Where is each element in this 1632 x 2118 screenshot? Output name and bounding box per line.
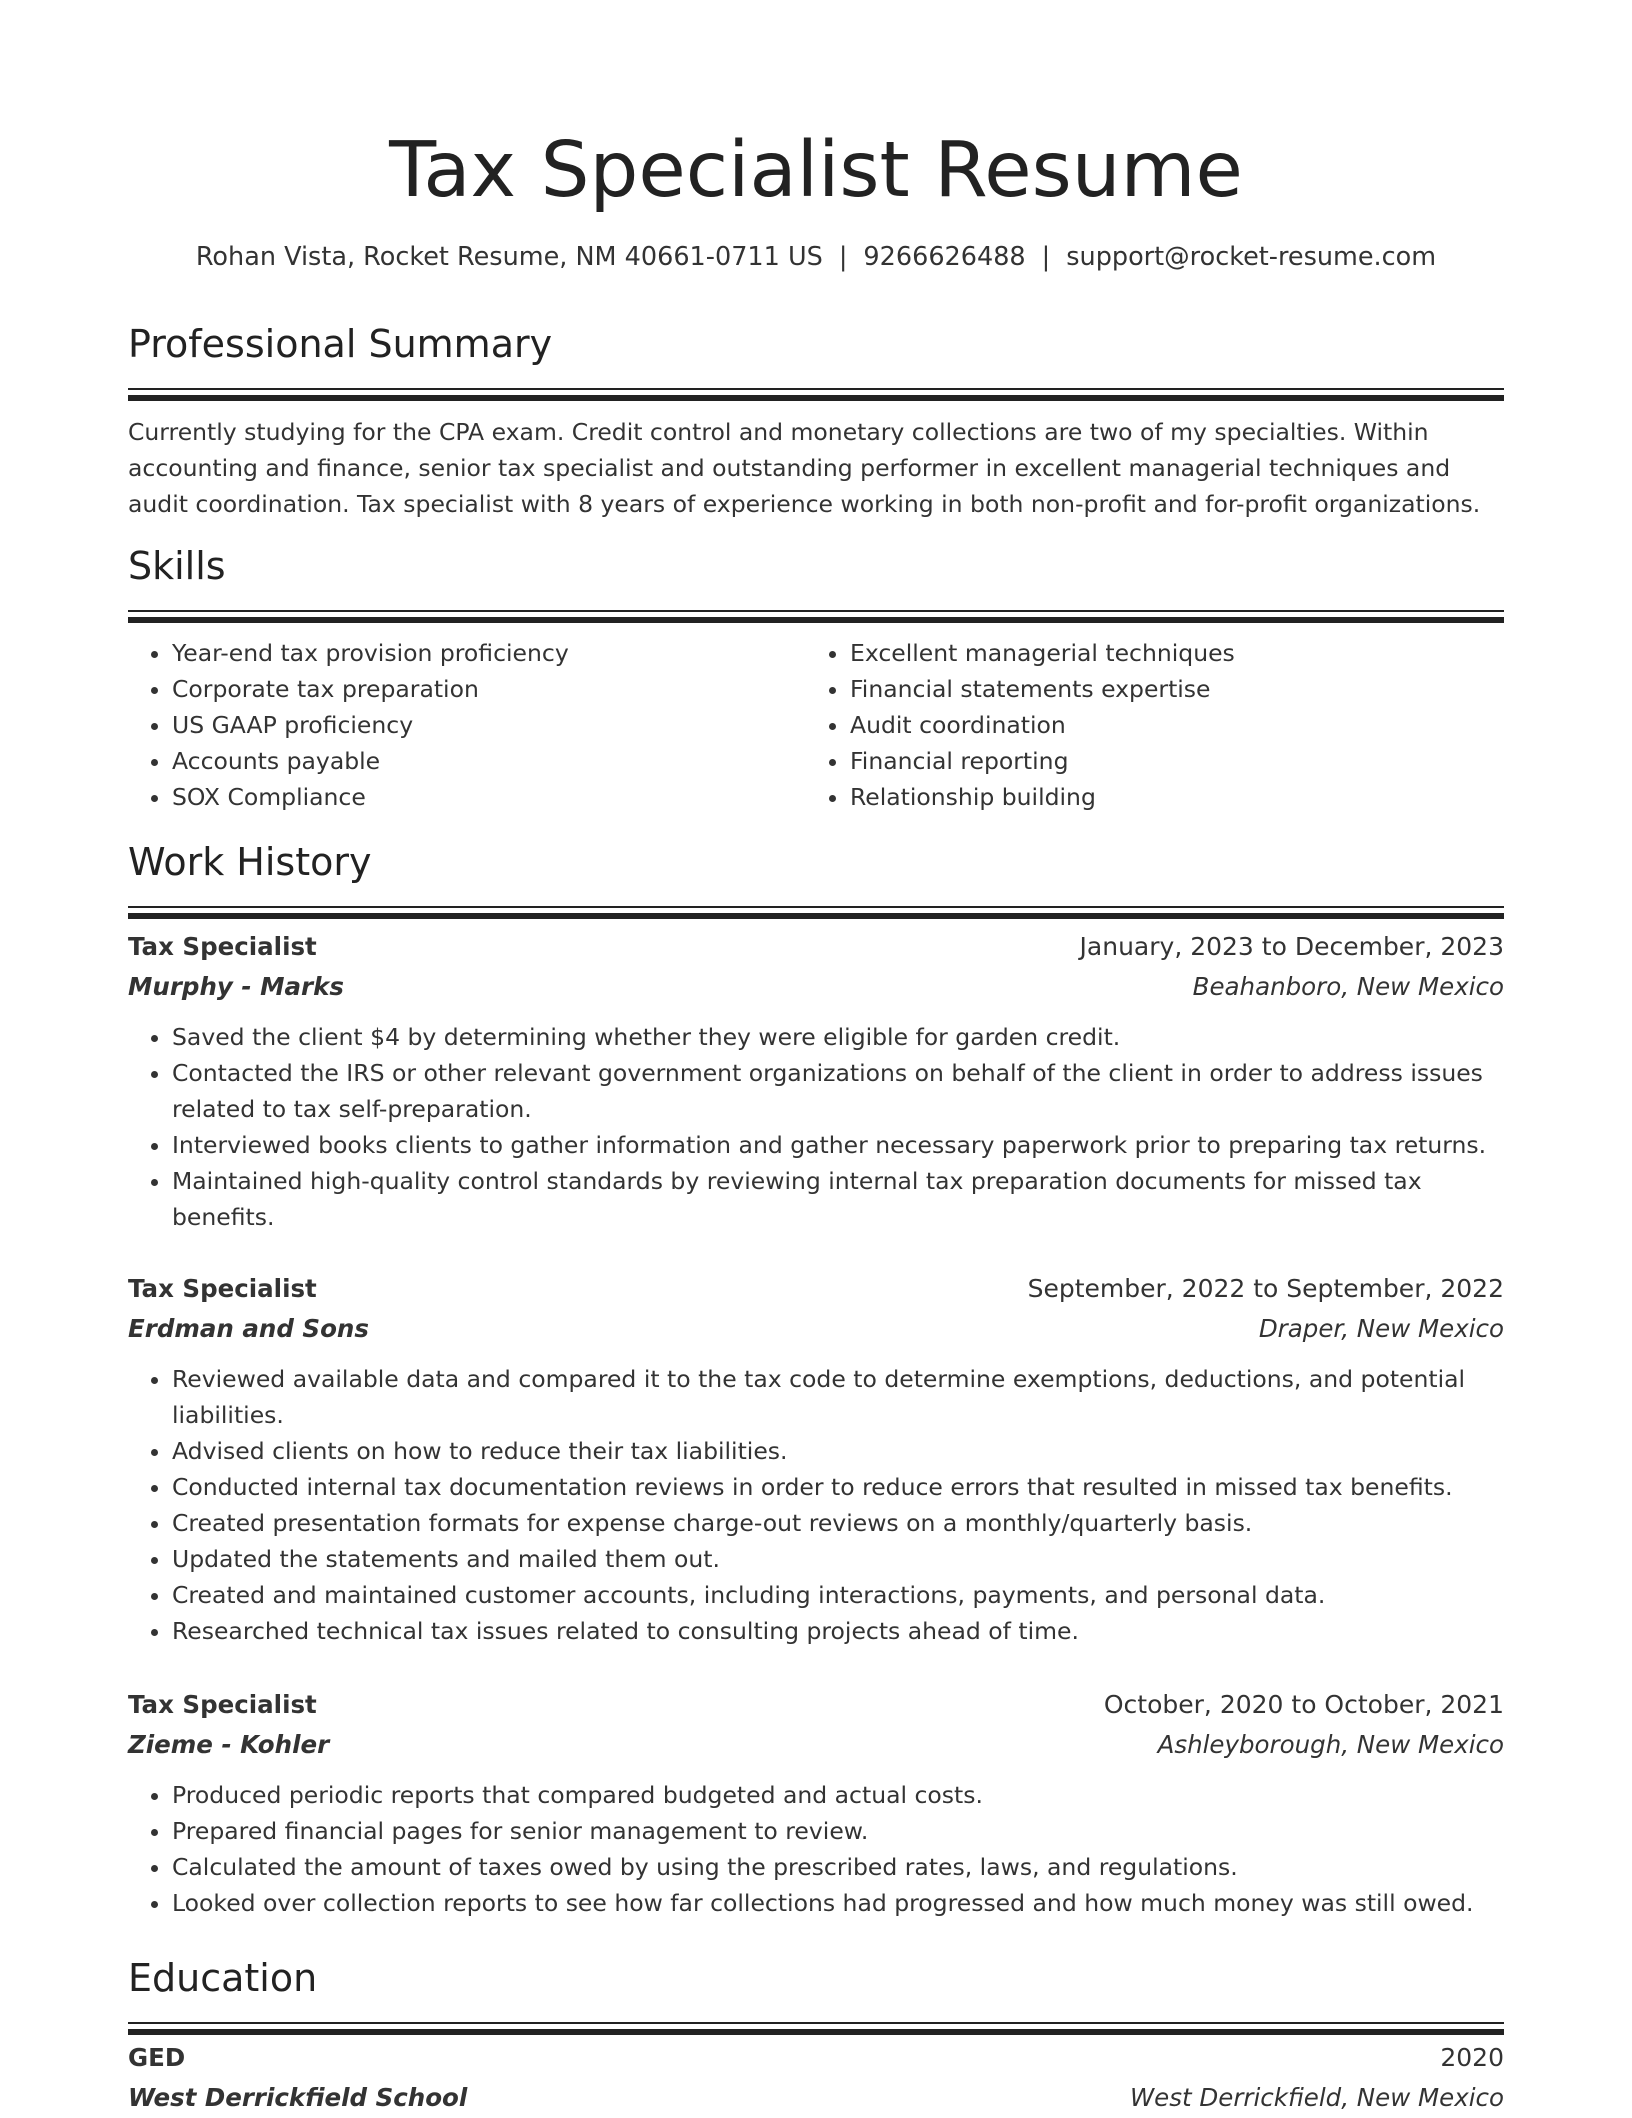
- skill-item: • Audit coordination: [850, 707, 1484, 743]
- job-bullet: • Contacted the IRS or other relevant government organizations on behalf of the client in order to address issues related to tax self-preparation.: [172, 1055, 1504, 1127]
- work-history-section: [128, 834, 1504, 919]
- skill-item: • Financial reporting: [850, 743, 1484, 779]
- section-divider: [128, 906, 1504, 908]
- contact-line: [128, 234, 1504, 280]
- skills-columns: [128, 635, 1504, 815]
- job-header-row: [128, 1685, 1504, 1725]
- job-entry: [128, 927, 1504, 1235]
- job-bullet: • Conducted internal tax documentation reviews in order to reduce errors that resulted in missed tax benefits.: [172, 1469, 1504, 1505]
- skill-item: • Accounts payable: [172, 743, 806, 779]
- job-bullet: • Reviewed available data and compared it to the tax code to determine exemptions, deductions, and potential liabilities.: [172, 1361, 1504, 1433]
- job-bullet: • Calculated the amount of taxes owed by using the prescribed rates, laws, and regulations.: [172, 1849, 1504, 1885]
- job-bullets: [128, 1361, 1504, 1649]
- skill-item: • Financial statements expertise: [850, 671, 1484, 707]
- education-year: 2020: [1440, 2043, 1504, 2072]
- job-location: Ashleyborough, New Mexico: [1157, 1730, 1504, 1759]
- job-company: Zieme - Kohler: [128, 1730, 330, 1759]
- skills-heading: Skills: [128, 544, 226, 588]
- section-divider: [128, 388, 1504, 390]
- job-bullet: • Created and maintained customer accounts, including interactions, payments, and personal data.: [172, 1577, 1504, 1613]
- contact-separator: |: [838, 242, 848, 272]
- job-location: Draper, New Mexico: [1258, 1314, 1504, 1343]
- skills-section: [128, 538, 1504, 815]
- section-divider-thick: [128, 913, 1504, 919]
- summary-text: Currently studying for the CPA exam. Credit control and monetary collections are two of my specialties. Within accounting and finance, senior tax specialist and outstanding performer in excellent managerial techniques and audit coordination. Tax specialist with 8 years of experience working in both non-profit and for-profit organizations.: [128, 418, 1481, 518]
- job-bullet: • Created presentation formats for expense charge-out reviews on a monthly/quarterly basis.: [172, 1505, 1504, 1541]
- section-divider-thick: [128, 617, 1504, 623]
- job-bullet: • Prepared financial pages for senior management to review.: [172, 1813, 1504, 1849]
- skill-item: • US GAAP proficiency: [172, 707, 806, 743]
- work-history-heading: Work History: [128, 840, 372, 884]
- education-entry: [128, 2038, 1504, 2118]
- summary-section: [128, 316, 1504, 522]
- summary-heading: Professional Summary: [128, 322, 553, 366]
- skill-item: • Corporate tax preparation: [172, 671, 806, 707]
- contact-address: Rohan Vista, Rocket Resume, NM 40661-0711 US: [195, 242, 823, 272]
- job-header-row: [128, 927, 1504, 967]
- job-dates: January, 2023 to December, 2023: [1079, 932, 1504, 961]
- job-bullet: • Looked over collection reports to see how far collections had progressed and how much money was still owed.: [172, 1885, 1504, 1921]
- job-bullets: [128, 1777, 1504, 1921]
- job-company-row: [128, 1725, 1504, 1765]
- job-bullet: • Researched technical tax issues related to consulting projects ahead of time.: [172, 1613, 1504, 1649]
- education-section: [128, 1950, 1504, 2035]
- contact-phone: 9266626488: [863, 242, 1026, 272]
- job-dates: October, 2020 to October, 2021: [1103, 1690, 1504, 1719]
- skill-item: • Year-end tax provision proficiency: [172, 635, 806, 671]
- job-company: Murphy - Marks: [128, 972, 344, 1001]
- section-divider-thick: [128, 395, 1504, 401]
- job-company-row: [128, 1309, 1504, 1349]
- job-company-row: [128, 967, 1504, 1007]
- skill-item: • Relationship building: [850, 779, 1484, 815]
- education-heading: Education: [128, 1956, 318, 2000]
- contact-separator: |: [1041, 242, 1051, 272]
- education-location: West Derrickfield, New Mexico: [1129, 2083, 1504, 2112]
- education-school-row: [128, 2078, 1504, 2118]
- job-title: Tax Specialist: [128, 1274, 317, 1303]
- job-location: Beahanboro, New Mexico: [1192, 972, 1504, 1001]
- job-title: Tax Specialist: [128, 1690, 317, 1719]
- skills-list-left: [128, 635, 806, 815]
- education-school: West Derrickfield School: [128, 2083, 468, 2112]
- skill-item: • Excellent managerial techniques: [850, 635, 1484, 671]
- education-degree: GED: [128, 2043, 186, 2072]
- resume-title: Tax Specialist Resume: [389, 126, 1243, 215]
- section-divider-thick: [128, 2029, 1504, 2035]
- job-title: Tax Specialist: [128, 932, 317, 961]
- job-company: Erdman and Sons: [128, 1314, 369, 1343]
- job-entry: [128, 1685, 1504, 1921]
- job-bullet: • Advised clients on how to reduce their tax liabilities.: [172, 1433, 1504, 1469]
- section-divider: [128, 2022, 1504, 2024]
- section-divider: [128, 610, 1504, 612]
- job-bullet: • Maintained high-quality control standards by reviewing internal tax preparation documents for missed tax benefits.: [172, 1163, 1504, 1235]
- job-bullet: • Interviewed books clients to gather information and gather necessary paperwork prior to preparing tax returns.: [172, 1127, 1504, 1163]
- contact-email: support@rocket-resume.com: [1066, 242, 1437, 272]
- job-bullet: • Produced periodic reports that compared budgeted and actual costs.: [172, 1777, 1504, 1813]
- skill-item: • SOX Compliance: [172, 779, 806, 815]
- job-entry: [128, 1269, 1504, 1649]
- skills-list-right: [806, 635, 1484, 815]
- job-bullets: [128, 1019, 1504, 1235]
- education-header-row: [128, 2038, 1504, 2078]
- job-header-row: [128, 1269, 1504, 1309]
- job-bullet: • Saved the client $4 by determining whether they were eligible for garden credit.: [172, 1019, 1504, 1055]
- job-bullet: • Updated the statements and mailed them out.: [172, 1541, 1504, 1577]
- job-dates: September, 2022 to September, 2022: [1027, 1274, 1504, 1303]
